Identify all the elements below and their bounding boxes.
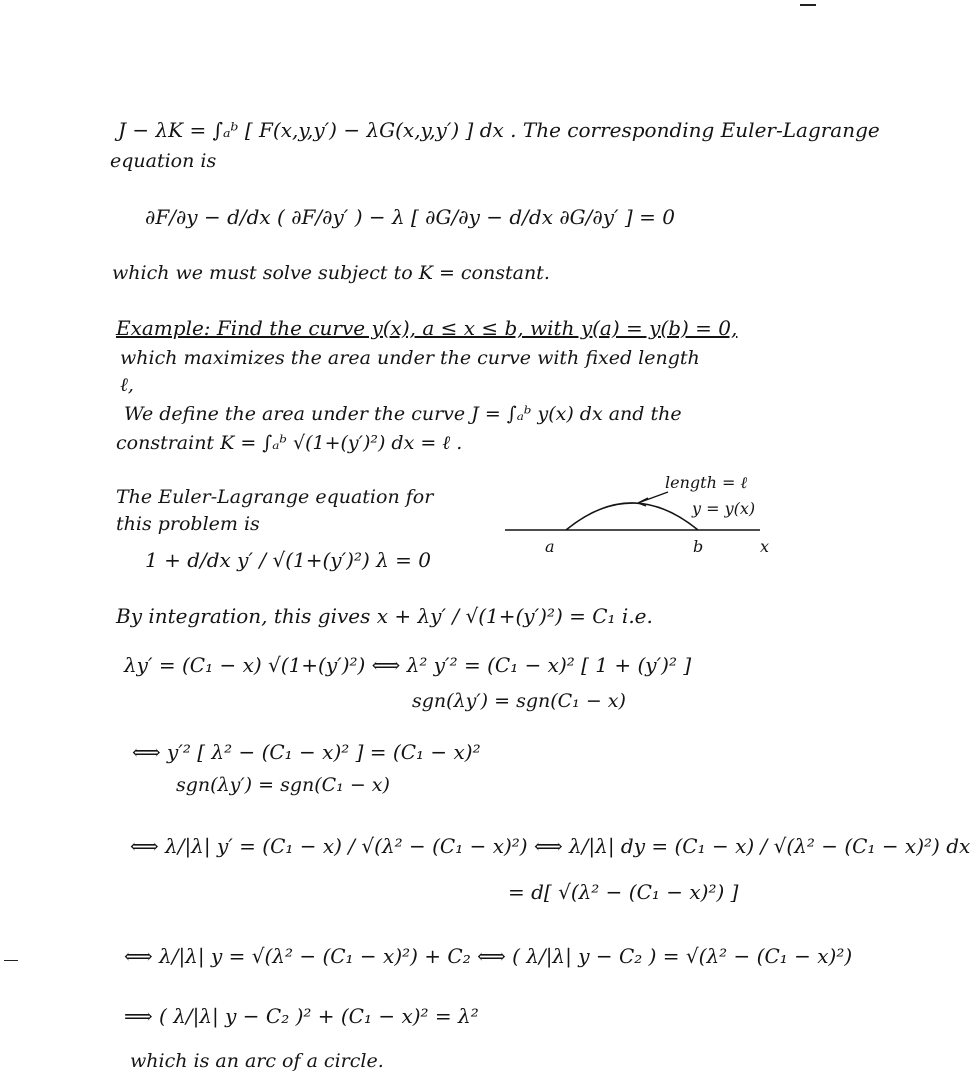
line-dy-equation: ⟺ λ/|λ| y′ = (C₁ − x) / √(λ² − (C₁ − x)²) ⟺ λ/|λ| dy = (C₁ − x) / √(λ² − (C₁ − x)²) dx: [130, 834, 970, 858]
line-functional: J − λK = ∫ₐᵇ [ F(x,y,y′) − λG(x,y,y′) ] dx . The corresponding Euler-Lagrange: [118, 118, 880, 142]
line-el-equation-for: The Euler-Lagrange equation for: [116, 486, 434, 508]
line-y-solution: ⟺ λ/|λ| y = √(λ² − (C₁ − x)²) + C₂ ⟺ ( λ/|λ| y − C₂ ) = √(λ² − (C₁ − x)²): [124, 944, 853, 968]
line-sgn-1: sgn(λy′) = sgn(C₁ − x): [412, 690, 626, 712]
line-euler-lagrange-general: ∂F/∂y − d/dx ( ∂F/∂y′ ) − λ [ ∂G/∂y − d/dx ∂G/∂y′ ] = 0: [145, 205, 675, 229]
b-label: b: [693, 537, 704, 556]
line-integration: By integration, this gives x + λy′ / √(1+(y′)²) = C₁ i.e.: [116, 604, 653, 628]
line-maximizes: which maximizes the area under the curve with fixed length: [120, 347, 700, 369]
line-sgn-2: sgn(λy′) = sgn(C₁ − x): [176, 774, 390, 796]
a-label: a: [545, 537, 555, 556]
line-this-problem: this problem is: [116, 513, 260, 535]
curve-label: y = y(x): [692, 499, 756, 518]
line-yprime-squared: ⟺ y′² [ λ² − (C₁ − x)² ] = (C₁ − x)²: [132, 740, 481, 764]
line-conclusion: which is an arc of a circle.: [130, 1050, 384, 1072]
line-differential: = d[ √(λ² − (C₁ − x)²) ]: [508, 880, 739, 904]
arc-curve: [566, 503, 698, 530]
length-label: length = ℓ: [665, 473, 748, 492]
line-constraint: constraint K = ∫ₐᵇ √(1+(y′)²) dx = ℓ .: [116, 432, 463, 454]
line-example: Example: Find the curve y(x), a ≤ x ≤ b, with y(a) = y(b) = 0,: [116, 316, 738, 340]
line-circle-equation: ⟹ ( λ/|λ| y − C₂ )² + (C₁ − x)² = λ²: [124, 1004, 479, 1028]
line-ell: ℓ,: [120, 374, 134, 396]
line-el-specific: 1 + d/dx y′ / √(1+(y′)²) λ = 0: [145, 548, 431, 572]
x-axis-label: x: [760, 537, 770, 556]
line-lambda-yprime: λy′ = (C₁ − x) √(1+(y′)²) ⟺ λ² y′² = (C₁ − x)² [ 1 + (y′)² ]: [124, 653, 692, 677]
line-subject-to: which we must solve subject to K = constant.: [112, 262, 550, 284]
line-equation-is: equation is: [110, 150, 217, 172]
line-define-area: We define the area under the curve J = ∫ₐᵇ y(x) dx and the: [124, 403, 682, 425]
